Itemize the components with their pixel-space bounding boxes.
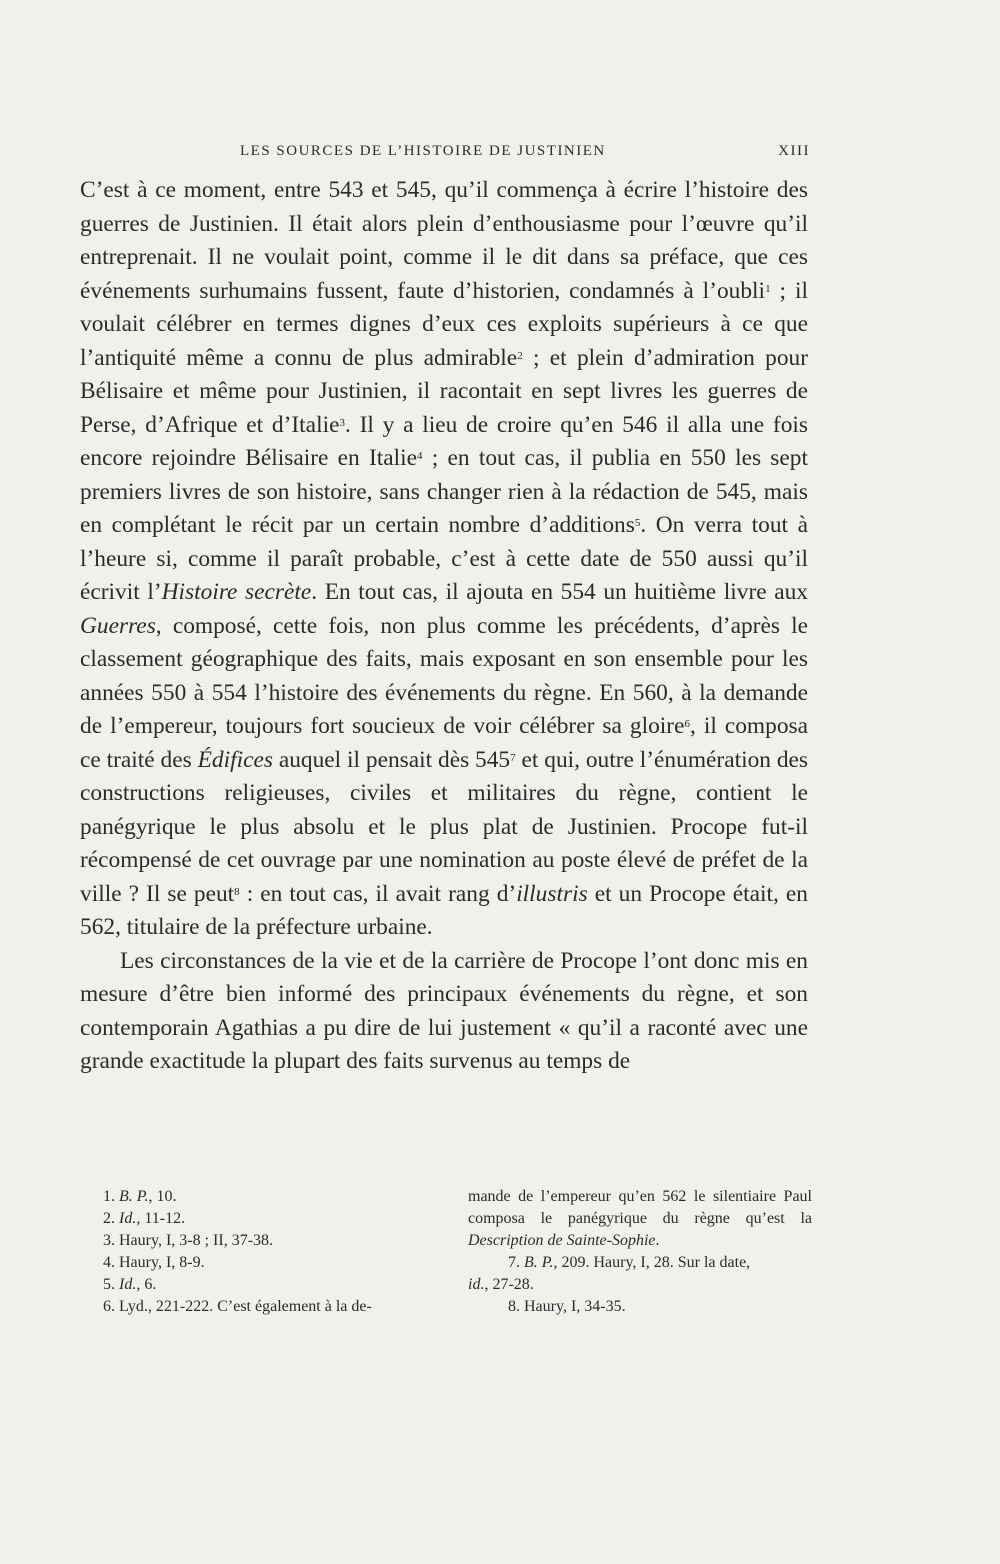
footnote-italic: id. [468, 1276, 485, 1293]
footnote-ref-8: 8 [234, 885, 240, 898]
running-head [80, 143, 810, 165]
paragraph-1 [80, 174, 808, 945]
footnote-number: 1. [103, 1188, 115, 1205]
text-segment: ; et plein d’admiration pour Bélisaire et même pour Justinien, il racontait en sept livres les guerres de Perse, d’Afrique et d’Italie [80, 344, 808, 438]
footnote-text: Lyd., 221-222. C’est également à la de- [119, 1298, 372, 1315]
text-segment: et un Procope était, en 562, titulaire de la préfecture urbaine. [80, 880, 808, 940]
text-segment: , composé, cette fois, non plus comme les précédents, d’après le classement géographique des faits, mais exposant en son ensemble pour les années 550 à 554 l’histoire des événements du règne. En 560, à la demande de l’empereur, toujours fort soucieux de voir célébrer sa gloire [80, 612, 808, 739]
footnote-number: 4. [103, 1254, 115, 1271]
footnote-number: 5. [103, 1276, 115, 1293]
footnote-ref-4: 4 [417, 450, 423, 462]
footnote-number: 7. [508, 1254, 520, 1271]
text-segment: C’est à ce moment, entre 543 et 545, qu’il commença à écrire l’histoire des guerres de Justinien. Il était alors plein d’enthousiasme pour l’œuvre qu’il entreprenait. Il ne voulait point, comme il le dit dans sa préface, que ces événements surhumains fussent, faute d’historien, condamnés à l’oubli [80, 177, 808, 304]
footnote-italic: B. P. [524, 1254, 554, 1271]
footnotes-right-column [468, 1186, 812, 1318]
footnote-text: , 6. [136, 1276, 157, 1293]
paragraph-2: Les circonstances de la vie et de la carrière de Procope l’ont donc mis en mesure d’être bien informé des principaux événements du règne, et son contemporain Agathias a pu dire de lui justement « qu’il a raconté avec une grande exactitude la plupart des faits survenus au temps de [80, 947, 808, 1074]
footnote-text: , 27-28. [484, 1276, 534, 1293]
footnote-ref-3: 3 [339, 416, 345, 429]
text-segment: auquel il pensait dès 545 [272, 746, 511, 773]
footnote-2 [103, 1208, 433, 1230]
footnote-ref-5: 5 [634, 517, 641, 529]
footnote-5 [103, 1274, 433, 1296]
footnote-8: 8. Haury, I, 34-35. [508, 1298, 626, 1315]
footnote-ref-6: 6 [684, 718, 690, 730]
footnote-text: . [655, 1232, 660, 1249]
text-segment: ; il voulait célébrer en termes dignes d’eux ces exploits supérieurs à ce que l’antiquité même a connu de plus admirable [80, 277, 808, 371]
footnote-ref-2: 2 [517, 349, 523, 362]
text-segment: . En tout cas, il ajouta en 554 un huitième livre aux [311, 579, 808, 605]
footnote-text: , 10. [148, 1188, 177, 1205]
footnote-6-continued [468, 1186, 812, 1252]
italic-title: Édifices [197, 746, 273, 773]
footnote-ref-1: 1 [765, 282, 771, 295]
footnote-italic: Id. [119, 1210, 137, 1227]
running-head-title: LES SOURCES DE L’HISTOIRE DE JUSTINIEN [240, 143, 606, 159]
text-segment: : en tout cas, il avait rang d’ [239, 880, 517, 907]
footnote-text: Haury, I, 3-8 ; II, 37-38. [119, 1232, 274, 1249]
footnote-text: mande de l’empereur qu’en 562 le silentiaire Paul composa le panégyrique du règne qu’est la [468, 1188, 812, 1227]
footnote-ref-7: 7 [510, 751, 516, 764]
footnote-6 [103, 1296, 433, 1318]
footnotes-left-column [103, 1186, 433, 1318]
footnote-1 [103, 1186, 433, 1208]
text-segment: . Il y a lieu de croire qu’en 546 il alla une fois encore rejoindre Bélisaire en Italie [80, 411, 808, 471]
text-segment: et qui, outre l’énumération des constructions religieuses, civiles et militaires du règne, contient le panégyrique le plus absolu et le plus plat de Justinien. Procope fut-il récompensé de cet ouvrage par une nomination au poste élevé de préfet de la ville ? Il se peut [80, 746, 809, 907]
text-segment: . On verra tout à l’heure si, comme il paraît probable, c’est à cette date de 550 aussi qu’il écrivit l’ [80, 512, 808, 605]
footnote-4 [103, 1252, 433, 1274]
italic-title: Histoire secrète [161, 579, 312, 605]
footnote-number: 2. [103, 1210, 115, 1227]
footnote-text: , 11-12. [136, 1210, 186, 1227]
footnote-text: Haury, I, 8-9. [119, 1254, 205, 1271]
page-number: XIII [778, 143, 810, 159]
footnote-3 [103, 1230, 433, 1252]
footnote-7-continued [468, 1274, 812, 1296]
italic-word: illustris [516, 880, 588, 907]
footnote-italic: Description de Sainte-Sophie [468, 1232, 656, 1249]
italic-title: Guerres [80, 612, 156, 639]
text-segment: , il composa ce traité des [80, 713, 809, 773]
main-text [80, 174, 808, 1079]
footnote-number: 6. [103, 1298, 115, 1315]
footnote-italic: B. P. [119, 1188, 149, 1205]
footnote-text: , 209. Haury, I, 28. Sur la date, [553, 1254, 751, 1271]
footnote-italic: Id. [119, 1276, 137, 1293]
text-segment: ; en tout cas, il publia en 550 les sept premiers livres de son histoire, sans changer rien à la rédaction de 545, mais en complétant le récit par un certain nombre d’additions [80, 445, 808, 538]
footnote-number: 3. [103, 1232, 115, 1249]
footnote-7 [468, 1252, 812, 1274]
